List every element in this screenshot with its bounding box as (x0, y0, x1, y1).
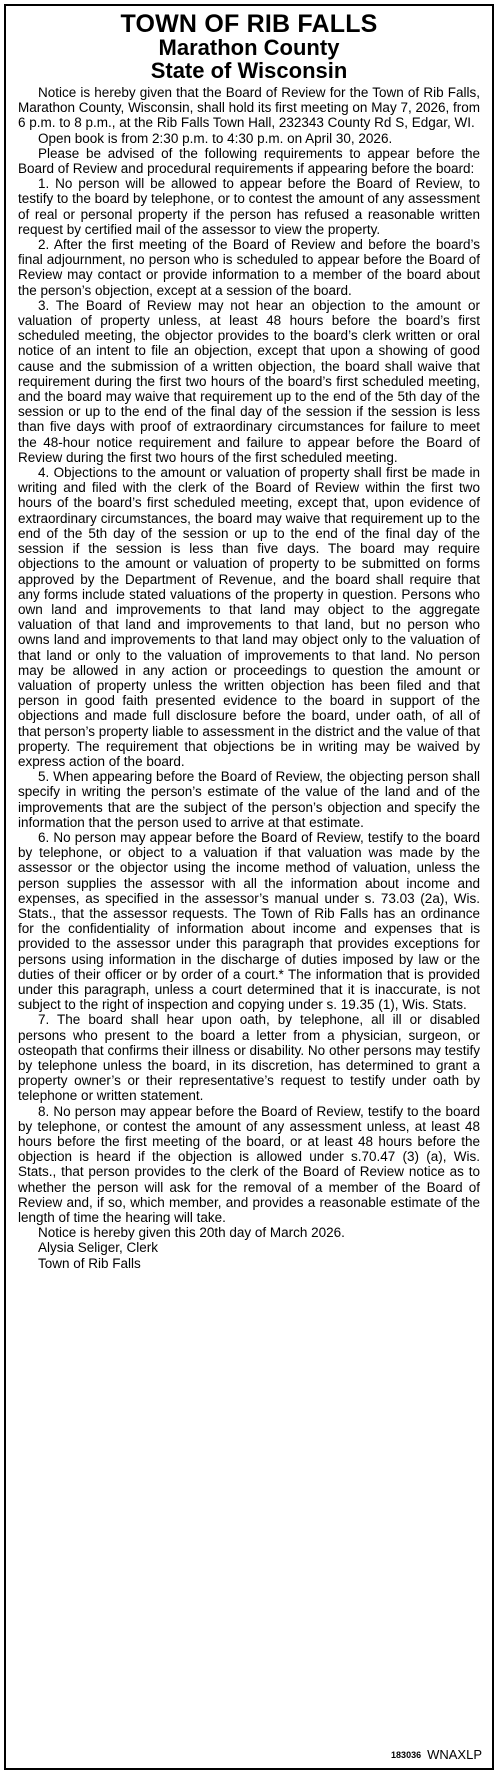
notice-body (18, 85, 480, 1271)
clerk-signature: Alysia Seliger, Clerk (38, 1240, 159, 1256)
requirement-1: 1. No person will be allowed to appear before the Board of Review, to testify to the board by telephone, or to contest the amount of any assessment of real or personal property if the person has refused a reasonable written request by certified mail of the assessor to view the property. (18, 176, 480, 237)
paragraph-open-book: Open book is from 2:30 p.m. to 4:30 p.m. on April 30, 2026. (38, 130, 393, 146)
requirement-6: 6. No person may appear before the Board of Review, testify to the board by telephone, or object to a valuation if that valuation was made by the assessor or the objector using the income method of valuation, unless the person supplies the assessor with all the information about income and expenses, as specified in the assessor’s manual under s. 73.03 (2a), Wis. Stats., that the assessor requests. The Town of Rib Falls has an ordinance for the confidentiality of information about income and expenses that is provided to the assessor under this paragraph that provides exceptions for persons using information in the discharge of duties imposed by law or the duties of their officer or by order of a court.* The information that is provided under this paragraph, unless a court determined that it is inaccurate, is not subject to the right of inspection and copying under s. 19.35 (1), Wis. Stats. (18, 829, 480, 1013)
paragraph-advisory: Please be advised of the following requirements to appear before the Board of Review and procedural requirements if appearing before the board: (18, 145, 480, 177)
state-heading: State of Wisconsin (150, 58, 348, 83)
ad-number: 183036 (391, 1750, 422, 1760)
requirement-7: 7. The board shall hear upon oath, by telephone, all ill or disabled persons who present to the board a letter from a physician, surgeon, or osteopath that confirms their illness or disability. No other persons may testify by telephone unless the board, in its discretion, has determined to grant a property owner’s or their representative’s request to testify under oath by telephone or written statement. (18, 1012, 480, 1104)
requirement-8: 8. No person may appear before the Board of Review, testify to the board by telephone, or contest the amount of any assessment unless, at least 48 hours before the first meeting of the board, or at least 48 hours before the objection is heard if the objection is allowed under s.70.47 (3) (a), Wis. Stats., that person provides to the clerk of the Board of Review notice as to whether the person will ask for the removal of a member of the Board of Review and, if so, which member, and provides a reasonable estimate of the length of time the hearing will take. (18, 1103, 480, 1226)
requirement-2: 2. After the first meeting of the Board of Review and before the board’s final adjournment, no person who is scheduled to appear before the Board of Review may contact or provide information to a member of the board about the person’s objection, except at a session of the board. (18, 237, 480, 298)
county-heading: Marathon County (158, 35, 340, 60)
paragraph-intro: Notice is hereby given that the Board of Review for the Town of Rib Falls, Marathon County, Wisconsin, shall hold its first meeting on May 7, 2026, from 6 p.m. to 8 p.m., at the Rib Falls Town Hall, 232343 County Rd S, Edgar, WI. (18, 85, 480, 131)
notice-title: TOWN OF RIB FALLS (120, 10, 378, 38)
clerk-organization: Town of Rib Falls (38, 1255, 141, 1271)
legal-notice (4, 4, 494, 1770)
requirement-5: 5. When appearing before the Board of Review, the objecting person shall specify in writing the person’s estimate of the value of the land and of the improvements that are the subject of the person’s objection and specify the information that the person used to arrive at that estimate. (18, 769, 480, 830)
requirement-3: 3. The Board of Review may not hear an objection to the amount or valuation of property unless, at least 48 hours before the board’s first scheduled meeting, the objector provides to the board’s clerk written or oral notice of an intent to file an objection, except that upon a showing of good cause and the submission of a written objection, the board shall waive that requirement during the first two hours of the board’s first scheduled meeting, and the board may waive that requirement up to the end of the 5th day of the session or up to the end of the final day of the session if the session is less than five days with proof of extraordinary circumstances for failure to meet the 48-hour notice requirement and failure to appear before the Board of Review during the first two hours of the first scheduled meeting. (18, 297, 480, 465)
paragraph-given-date: Notice is hereby given this 20th day of March 2026. (38, 1225, 345, 1241)
notice-footer (391, 1748, 482, 1762)
publication-code: WNAXLP (427, 1747, 482, 1762)
requirement-4: 4. Objections to the amount or valuation of property shall first be made in writing and filed with the clerk of the Board of Review within the first two hours of the board’s first scheduled meeting, except that, upon evidence of extraordinary circumstances, the board may waive that requirement up to the end of the 5th day of the session or up to the end of the final day of the session if the session is less than five days. The board may require objections to the amount or valuation of property to be submitted on forms approved by the Department of Revenue, and the board shall require that any forms include stated valuations of the property in question. Persons who own land and improvements to that land may object to the aggregate valuation of that land and improvements to that land, but no person who owns land and improvements to that land may object only to the valuation of that land or only to the valuation of improvements to that land. No person may be allowed in any action or proceedings to question the amount or valuation of property unless the written objection has been filed and that person in good faith presented evidence to the board in support of the objections and made full disclosure before the board, under oath, of all of that person’s property liable to assessment in the district and the value of that property. The requirement that objections be in writing may be waived by express action of the board. (18, 465, 481, 769)
